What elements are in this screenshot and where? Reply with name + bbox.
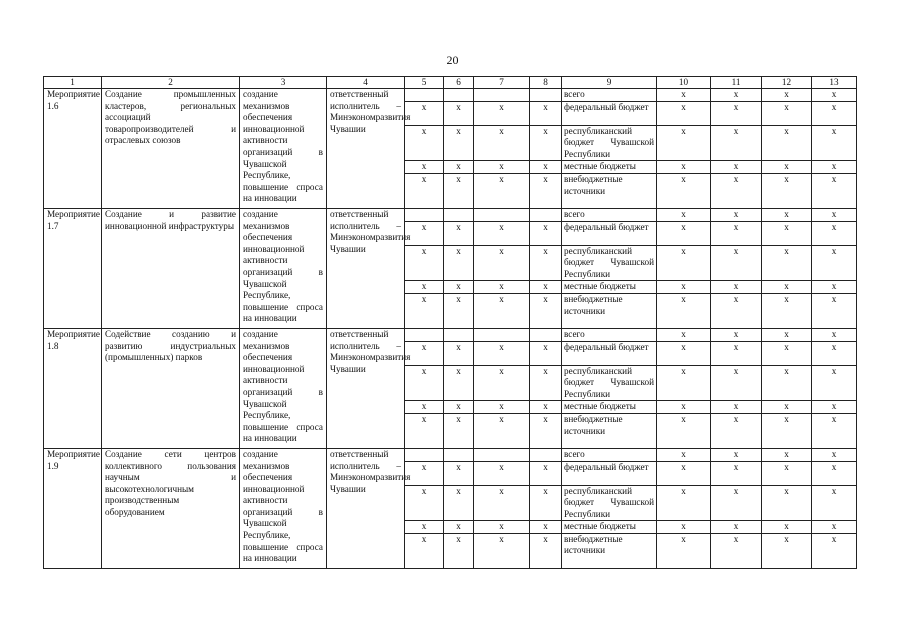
- mark-cell: x: [530, 161, 562, 174]
- funding-source: внебюджетные источники: [562, 533, 657, 568]
- mark-cell: x: [812, 533, 857, 568]
- mark-cell: x: [530, 173, 562, 208]
- mark-cell: x: [711, 245, 762, 281]
- mark-cell: x: [405, 401, 444, 414]
- measure-goal: создание механизмов обеспечения инновационной активности организаций в Чувашской Республике, повышение спроса на инновации: [240, 89, 327, 209]
- mark-cell: x: [474, 413, 530, 448]
- mark-cell: x: [711, 448, 762, 461]
- mark-cell: x: [405, 341, 444, 365]
- funding-source: федеральный бюджет: [562, 461, 657, 485]
- mark-cell: x: [657, 341, 711, 365]
- mark-cell: [474, 328, 530, 341]
- mark-cell: x: [657, 485, 711, 521]
- mark-cell: x: [657, 448, 711, 461]
- mark-cell: x: [530, 461, 562, 485]
- mark-cell: x: [657, 125, 711, 161]
- mark-cell: x: [762, 341, 812, 365]
- mark-cell: x: [762, 328, 812, 341]
- mark-cell: x: [405, 293, 444, 328]
- mark-cell: x: [657, 208, 711, 221]
- mark-cell: x: [762, 245, 812, 281]
- mark-cell: [474, 208, 530, 221]
- mark-cell: x: [762, 521, 812, 534]
- mark-cell: x: [530, 293, 562, 328]
- mark-cell: x: [711, 293, 762, 328]
- funding-source: внебюджетные источники: [562, 413, 657, 448]
- mark-cell: x: [812, 161, 857, 174]
- mark-cell: x: [444, 533, 474, 568]
- mark-cell: x: [711, 89, 762, 102]
- mark-cell: x: [812, 328, 857, 341]
- column-number-header: 9: [562, 77, 657, 89]
- mark-cell: x: [444, 101, 474, 125]
- mark-cell: x: [711, 328, 762, 341]
- mark-cell: x: [474, 173, 530, 208]
- mark-cell: x: [762, 281, 812, 294]
- mark-cell: x: [711, 461, 762, 485]
- mark-cell: x: [812, 208, 857, 221]
- column-number-header: 6: [444, 77, 474, 89]
- mark-cell: [444, 89, 474, 102]
- mark-cell: x: [474, 281, 530, 294]
- column-number-header: 8: [530, 77, 562, 89]
- mark-cell: x: [657, 533, 711, 568]
- mark-cell: x: [762, 293, 812, 328]
- column-number-header: 4: [327, 77, 405, 89]
- table-row: [44, 208, 857, 221]
- column-number-header: 13: [812, 77, 857, 89]
- mark-cell: [474, 89, 530, 102]
- funding-source: местные бюджеты: [562, 161, 657, 174]
- mark-cell: x: [762, 401, 812, 414]
- funding-source: всего: [562, 208, 657, 221]
- mark-cell: x: [444, 125, 474, 161]
- mark-cell: x: [657, 401, 711, 414]
- mark-cell: x: [405, 101, 444, 125]
- funding-source: внебюджетные источники: [562, 293, 657, 328]
- measure-title: Создание сети центров коллективного пользования научным и высокотехнологичным производственным оборудованием: [102, 448, 240, 568]
- funding-source: местные бюджеты: [562, 401, 657, 414]
- measure-responsible: ответственный исполнитель – Минэкономразвития Чувашии: [327, 448, 405, 568]
- mark-cell: x: [657, 101, 711, 125]
- mark-cell: [530, 208, 562, 221]
- mark-cell: x: [762, 208, 812, 221]
- mark-cell: x: [405, 161, 444, 174]
- mark-cell: [444, 208, 474, 221]
- mark-cell: x: [812, 281, 857, 294]
- mark-cell: x: [711, 281, 762, 294]
- mark-cell: x: [711, 221, 762, 245]
- funding-source: внебюджетные источники: [562, 173, 657, 208]
- mark-cell: x: [444, 413, 474, 448]
- mark-cell: x: [812, 485, 857, 521]
- measure-id: Мероприятие 1.8: [44, 328, 102, 448]
- mark-cell: x: [812, 413, 857, 448]
- mark-cell: x: [405, 485, 444, 521]
- mark-cell: x: [711, 101, 762, 125]
- mark-cell: x: [762, 221, 812, 245]
- mark-cell: x: [657, 293, 711, 328]
- table-row: [44, 328, 857, 341]
- column-number-header: 10: [657, 77, 711, 89]
- mark-cell: x: [762, 161, 812, 174]
- mark-cell: x: [762, 101, 812, 125]
- mark-cell: x: [444, 245, 474, 281]
- mark-cell: x: [405, 281, 444, 294]
- mark-cell: x: [444, 221, 474, 245]
- mark-cell: x: [530, 101, 562, 125]
- mark-cell: x: [812, 125, 857, 161]
- mark-cell: [444, 448, 474, 461]
- mark-cell: x: [812, 245, 857, 281]
- measure-id: Мероприятие 1.7: [44, 208, 102, 328]
- mark-cell: x: [762, 173, 812, 208]
- mark-cell: x: [657, 281, 711, 294]
- mark-cell: x: [405, 245, 444, 281]
- mark-cell: [405, 328, 444, 341]
- measures-table: [43, 76, 857, 569]
- mark-cell: x: [474, 221, 530, 245]
- measure-goal: создание механизмов обеспечения инновационной активности организаций в Чувашской Республике, повышение спроса на инновации: [240, 328, 327, 448]
- mark-cell: x: [762, 125, 812, 161]
- mark-cell: x: [474, 161, 530, 174]
- measure-title: Содействие созданию и развитию индустриальных (промышленных) парков: [102, 328, 240, 448]
- mark-cell: x: [474, 101, 530, 125]
- measure-goal: создание механизмов обеспечения инновационной активности организаций в Чувашской Республике, повышение спроса на инновации: [240, 448, 327, 568]
- mark-cell: x: [812, 341, 857, 365]
- mark-cell: x: [444, 485, 474, 521]
- mark-cell: x: [762, 365, 812, 401]
- funding-source: республиканский бюджет Чувашской Республики: [562, 365, 657, 401]
- column-number-header: 2: [102, 77, 240, 89]
- mark-cell: x: [812, 221, 857, 245]
- table-row: [44, 89, 857, 102]
- mark-cell: x: [474, 293, 530, 328]
- column-number-header: 5: [405, 77, 444, 89]
- mark-cell: [530, 448, 562, 461]
- funding-source: республиканский бюджет Чувашской Республики: [562, 245, 657, 281]
- mark-cell: x: [711, 208, 762, 221]
- mark-cell: x: [444, 365, 474, 401]
- mark-cell: x: [657, 173, 711, 208]
- mark-cell: [530, 89, 562, 102]
- mark-cell: x: [711, 401, 762, 414]
- mark-cell: x: [530, 533, 562, 568]
- column-number-header: 7: [474, 77, 530, 89]
- measure-goal: создание механизмов обеспечения инновационной активности организаций в Чувашской Республике, повышение спроса на инновации: [240, 208, 327, 328]
- mark-cell: [530, 328, 562, 341]
- mark-cell: [405, 448, 444, 461]
- mark-cell: x: [474, 485, 530, 521]
- measure-title: Создание промышленных кластеров, региональных ассоциаций товаропроизводителей и отраслевых союзов: [102, 89, 240, 209]
- mark-cell: x: [474, 521, 530, 534]
- measure-title: Создание и развитие инновационной инфраструктуры: [102, 208, 240, 328]
- mark-cell: x: [762, 485, 812, 521]
- funding-source: всего: [562, 89, 657, 102]
- mark-cell: x: [405, 533, 444, 568]
- mark-cell: x: [711, 173, 762, 208]
- column-number-header: 3: [240, 77, 327, 89]
- mark-cell: x: [762, 461, 812, 485]
- mark-cell: x: [711, 365, 762, 401]
- mark-cell: x: [444, 521, 474, 534]
- funding-source: федеральный бюджет: [562, 101, 657, 125]
- mark-cell: x: [474, 341, 530, 365]
- mark-cell: x: [762, 533, 812, 568]
- mark-cell: x: [657, 328, 711, 341]
- mark-cell: x: [474, 365, 530, 401]
- mark-cell: x: [530, 281, 562, 294]
- funding-source: федеральный бюджет: [562, 341, 657, 365]
- mark-cell: x: [405, 413, 444, 448]
- column-number-header: 12: [762, 77, 812, 89]
- mark-cell: x: [711, 521, 762, 534]
- mark-cell: x: [762, 413, 812, 448]
- mark-cell: x: [657, 245, 711, 281]
- funding-source: всего: [562, 328, 657, 341]
- mark-cell: x: [405, 461, 444, 485]
- mark-cell: x: [444, 341, 474, 365]
- measure-responsible: ответственный исполнитель – Минэкономразвития Чувашии: [327, 328, 405, 448]
- mark-cell: x: [530, 365, 562, 401]
- mark-cell: x: [474, 461, 530, 485]
- mark-cell: [405, 89, 444, 102]
- mark-cell: [444, 328, 474, 341]
- mark-cell: x: [812, 401, 857, 414]
- mark-cell: x: [530, 245, 562, 281]
- mark-cell: x: [444, 401, 474, 414]
- mark-cell: x: [812, 461, 857, 485]
- mark-cell: [474, 448, 530, 461]
- header-row: [44, 77, 857, 89]
- mark-cell: x: [711, 533, 762, 568]
- mark-cell: x: [474, 401, 530, 414]
- mark-cell: x: [530, 341, 562, 365]
- table-row: [44, 448, 857, 461]
- measure-id: Мероприятие 1.6: [44, 89, 102, 209]
- mark-cell: x: [657, 89, 711, 102]
- mark-cell: x: [444, 161, 474, 174]
- mark-cell: x: [711, 161, 762, 174]
- mark-cell: x: [711, 485, 762, 521]
- mark-cell: x: [530, 401, 562, 414]
- mark-cell: x: [812, 293, 857, 328]
- mark-cell: x: [405, 521, 444, 534]
- mark-cell: x: [474, 533, 530, 568]
- mark-cell: x: [812, 101, 857, 125]
- mark-cell: x: [762, 89, 812, 102]
- mark-cell: x: [530, 521, 562, 534]
- mark-cell: x: [405, 173, 444, 208]
- mark-cell: x: [711, 413, 762, 448]
- page-number: 20: [446, 53, 459, 67]
- mark-cell: x: [444, 173, 474, 208]
- mark-cell: x: [812, 173, 857, 208]
- mark-cell: x: [657, 413, 711, 448]
- mark-cell: x: [474, 125, 530, 161]
- mark-cell: x: [530, 221, 562, 245]
- mark-cell: x: [444, 281, 474, 294]
- mark-cell: x: [530, 485, 562, 521]
- mark-cell: x: [657, 221, 711, 245]
- funding-source: республиканский бюджет Чувашской Республики: [562, 125, 657, 161]
- funding-source: местные бюджеты: [562, 521, 657, 534]
- measure-id: Мероприятие 1.9: [44, 448, 102, 568]
- mark-cell: x: [812, 521, 857, 534]
- mark-cell: x: [657, 461, 711, 485]
- mark-cell: x: [812, 89, 857, 102]
- mark-cell: x: [711, 125, 762, 161]
- column-number-header: 1: [44, 77, 102, 89]
- mark-cell: x: [474, 245, 530, 281]
- mark-cell: x: [444, 461, 474, 485]
- mark-cell: x: [711, 341, 762, 365]
- funding-source: всего: [562, 448, 657, 461]
- mark-cell: x: [405, 221, 444, 245]
- mark-cell: [405, 208, 444, 221]
- mark-cell: x: [530, 125, 562, 161]
- mark-cell: x: [405, 125, 444, 161]
- measure-responsible: ответственный исполнитель – Минэкономразвития Чувашии: [327, 89, 405, 209]
- mark-cell: x: [444, 293, 474, 328]
- mark-cell: x: [812, 365, 857, 401]
- mark-cell: x: [405, 365, 444, 401]
- mark-cell: x: [812, 448, 857, 461]
- mark-cell: x: [657, 161, 711, 174]
- mark-cell: x: [657, 365, 711, 401]
- funding-source: республиканский бюджет Чувашской Республики: [562, 485, 657, 521]
- mark-cell: x: [657, 521, 711, 534]
- mark-cell: x: [762, 448, 812, 461]
- funding-source: федеральный бюджет: [562, 221, 657, 245]
- funding-source: местные бюджеты: [562, 281, 657, 294]
- mark-cell: x: [530, 413, 562, 448]
- column-number-header: 11: [711, 77, 762, 89]
- measure-responsible: ответственный исполнитель – Минэкономразвития Чувашии: [327, 208, 405, 328]
